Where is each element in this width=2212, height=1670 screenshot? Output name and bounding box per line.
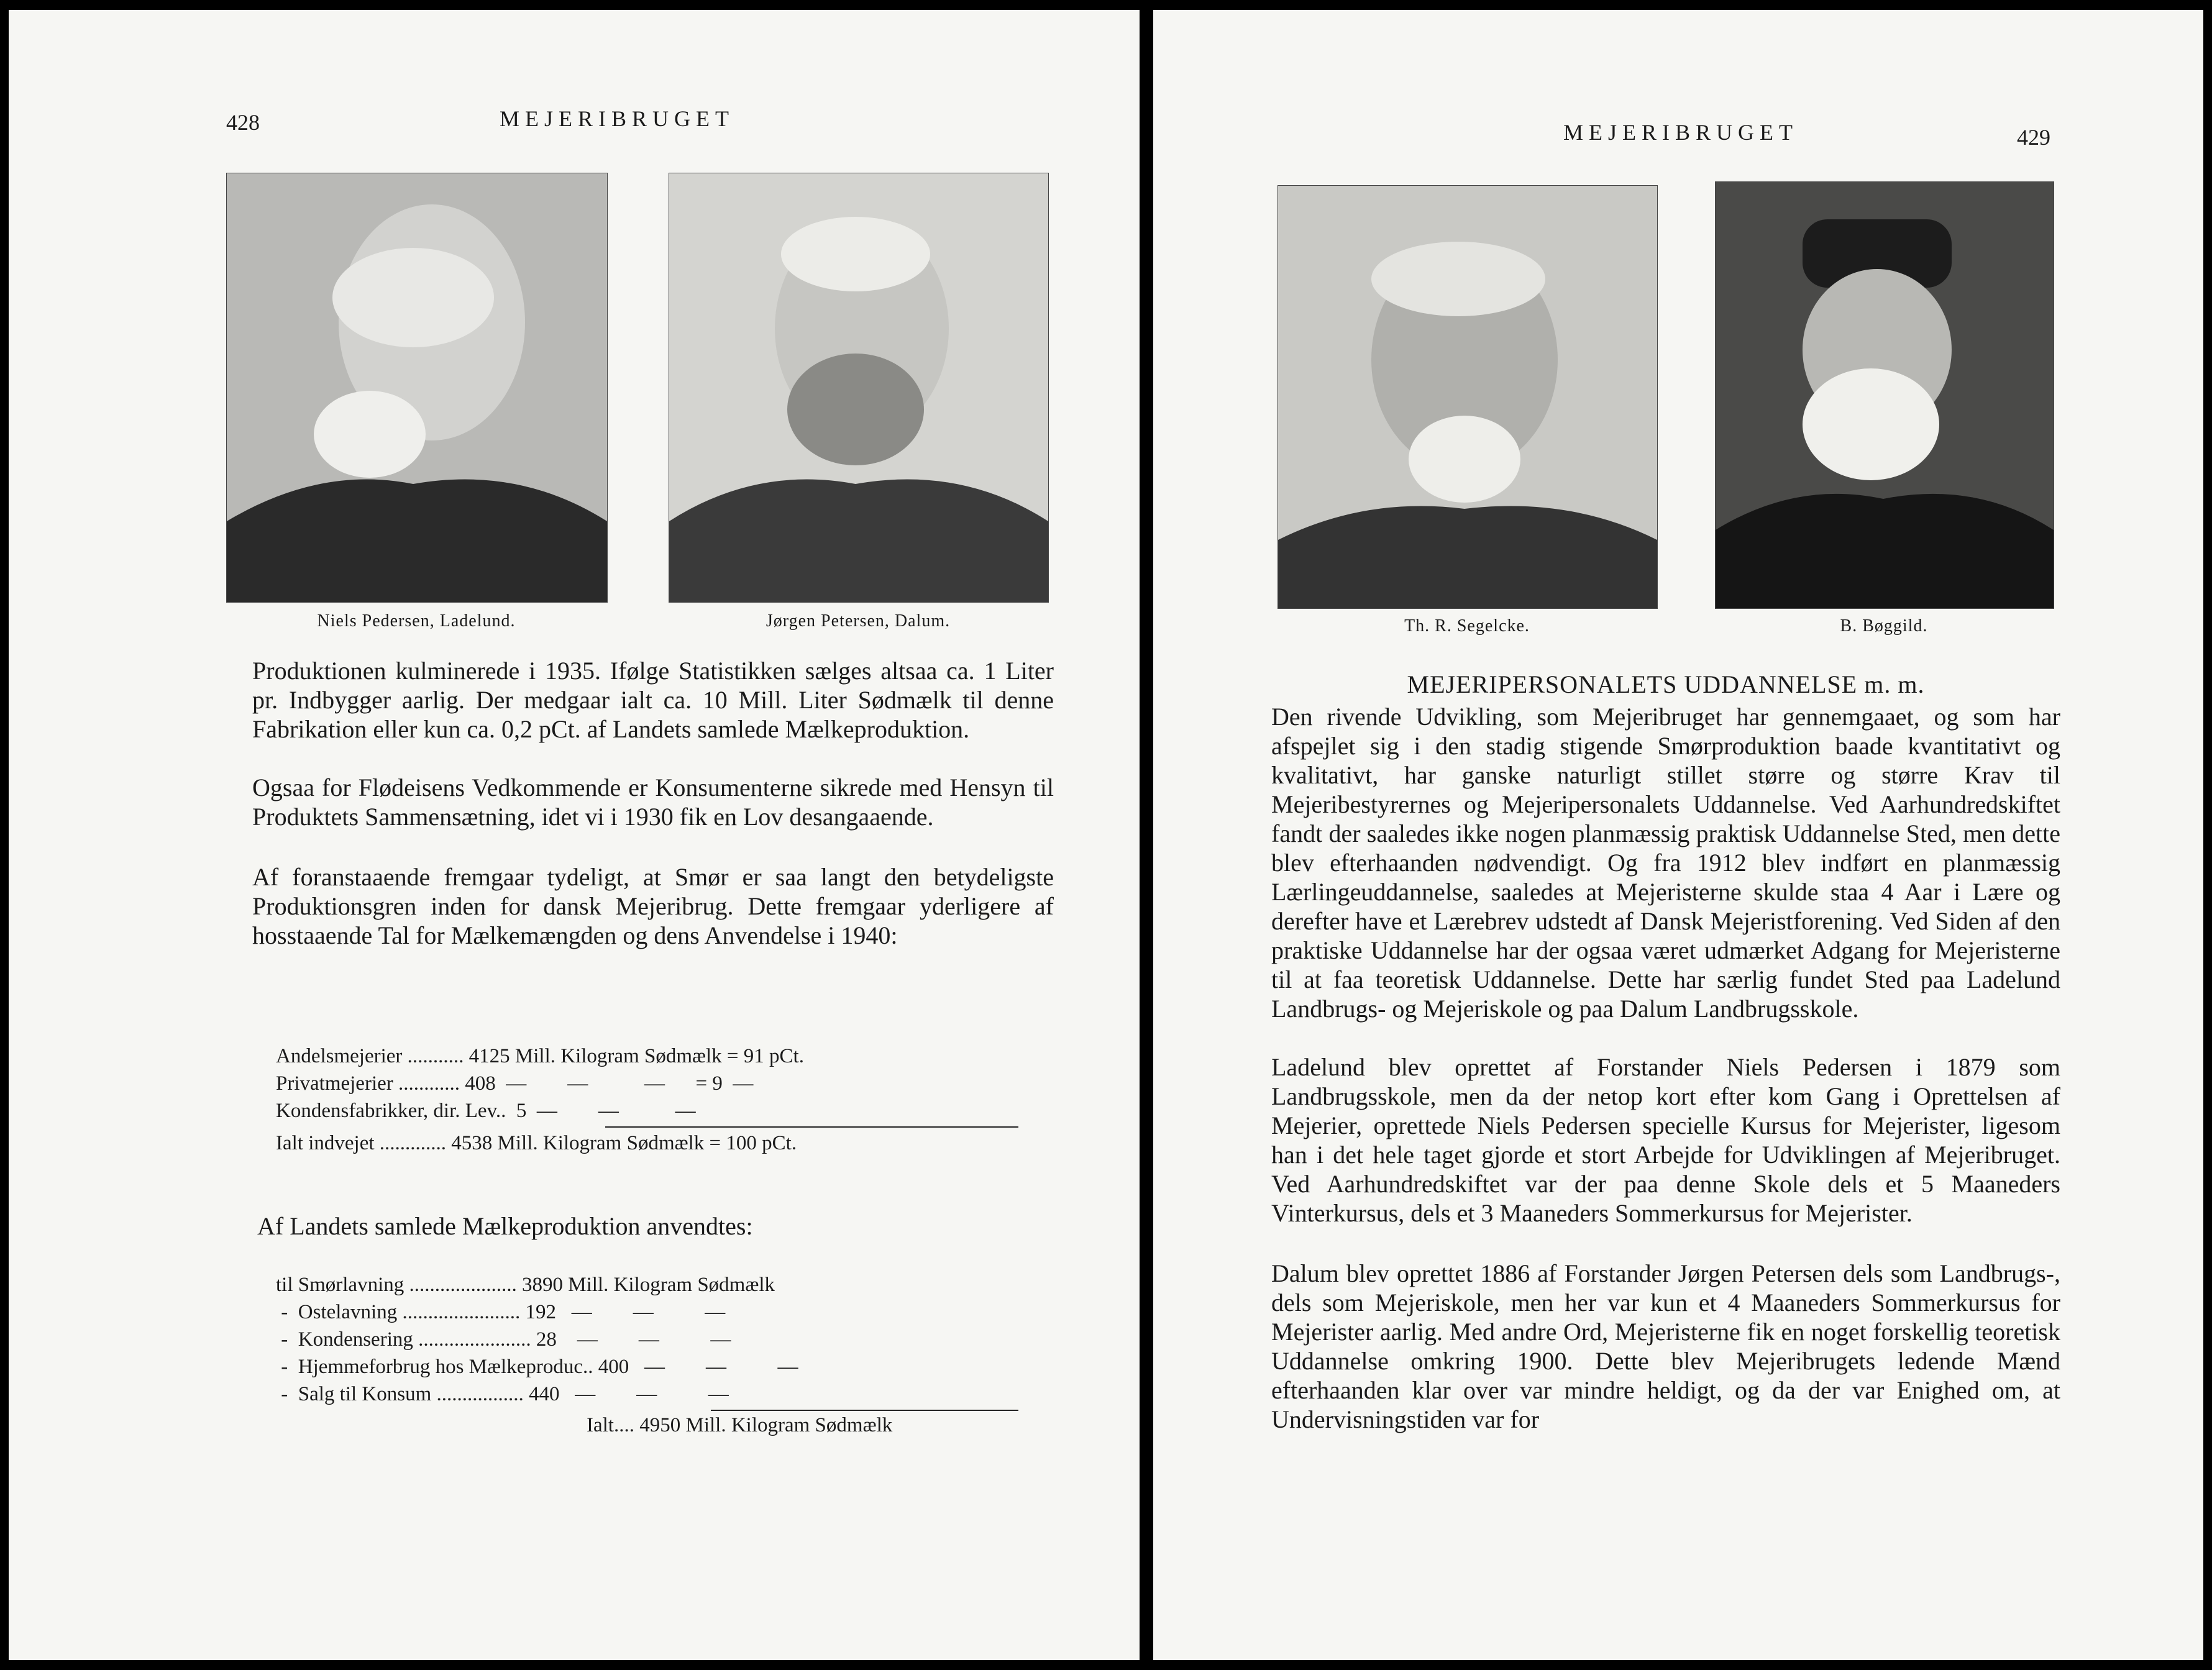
portrait-photo-boggild <box>1715 181 2054 609</box>
body-paragraph: Ladelund blev oprettet af Forstander Niels Pedersen i 1879 som Landbrugsskole, men da der netop kort efter kom Gang i Oprettelsen af Mejerier, oprettede Niels Pedersen specielle Kursus for Mejerister, ligesom han i det hele taget gjorde et stort Arbejde for Udviklingen af Mejeribruget. Ved Aarhundredskiftet var der paa denne Skole dels et 5 Maaneders Vinterkursus, dels et 3 Maaneders Sommerkursus for Mejerister. <box>1271 1053 2060 1227</box>
running-head: MEJERIBRUGET <box>1563 120 1798 145</box>
body-paragraph: Dalum blev oprettet 1886 af Forstander Jørgen Petersen dels som Landbrugs-, dels som Mejeriskole, men her var kun et 4 Maaneders Sommerkursus for Mejerister aarlig. Med andre Ord, Mejeristerne fik en noget forskellig teoretisk Uddannelse omkring 1900. Dette blev Mejeribrugets ledende Mænd efterhaanden klar over var mindre heldigt, og da der var Enighed om, at Undervisningstiden var for <box>1271 1259 2060 1433</box>
portrait-photo-niels-pedersen <box>226 173 608 603</box>
page-number: 429 <box>2017 125 2050 150</box>
photo-caption: B. Bøggild. <box>1840 616 1928 636</box>
portrait-photo-segelcke <box>1277 185 1658 609</box>
right-page <box>1153 10 2203 1660</box>
sum-rule <box>711 1410 1018 1411</box>
body-paragraph: Af foranstaaende fremgaar tydeligt, at Smør er saa langt den betydeligste Produktionsgren inden for dansk Mejeribrug. Dette fremgaar yderligere af hosstaaende Tal for Mælkemængden og dens Anvendelse i 1940: <box>252 863 1054 949</box>
sum-rule <box>605 1126 1018 1128</box>
photo-caption: Niels Pedersen, Ladelund. <box>317 611 516 631</box>
subheading: Af Landets samlede Mælkeproduktion anvendtes: <box>257 1212 753 1240</box>
left-page <box>9 10 1140 1660</box>
photo-caption: Th. R. Segelcke. <box>1404 616 1530 636</box>
stat-row: - Ostelavning ....................... 192 — — — <box>276 1301 726 1323</box>
body-paragraph: Ogsaa for Flødeisens Vedkommende er Konsumenterne sikrede med Hensyn til Produktets Sammensætning, idet vi i 1930 fik en Lov desangaaende. <box>252 773 1054 831</box>
photo-caption: Jørgen Petersen, Dalum. <box>766 611 951 631</box>
stat-row: Kondensfabrikker, dir. Lev.. 5 — — — <box>276 1100 696 1122</box>
body-paragraph: Produktionen kulminerede i 1935. Ifølge Statistikken sælges altsaa ca. 1 Liter pr. Indbygger aarlig. Der medgaar ialt ca. 10 Mill. Liter Sødmælk til denne Fabrikation eller kun ca. 0,2 pCt. af Landets samlede Mælkeproduktion. <box>252 657 1054 743</box>
stat-row: - Kondensering ...................... 28 — — — <box>276 1328 731 1351</box>
running-head: MEJERIBRUGET <box>500 106 734 131</box>
page-number: 428 <box>226 110 260 135</box>
portrait-photo-jorgen-petersen <box>669 173 1049 603</box>
section-title: MEJERIPERSONALETS UDDANNELSE m. m. <box>1407 670 1925 698</box>
body-paragraph: Den rivende Udvikling, som Mejeribruget har gennemgaaet, og som har afspejlet sig i den stadig stigende Smørproduktion baade kvantitativt og kvalitativt, har ganske naturligt stillet større og større Krav til Mejeribestyrernes og Mejeripersonalets Uddannelse. Ved Aarhundredskiftet fandt der saaledes ikke nogen planmæssig praktisk Uddannelse Sted, men dette blev efterhaanden nødvendigt. Og fra 1912 blev indført en planmæssig Lærlingeuddannelse, saaledes at Mejeristerne skulde staa 4 Aar i Lære og derefter have et Lærebrev udstedt af Dansk Mejeristforening. Ved Siden af den praktiske Uddannelse har der ogsaa været udmærket Adgang for Mejeristerne til at faa teoretisk Uddannelse. Dette har særlig fundet Sted paa Ladelund Landbrugs- og Mejeriskole og paa Dalum Landbrugsskole. <box>1271 703 2060 1023</box>
stat-total-row: Ialt indvejet ............. 4538 Mill. Kilogram Sødmælk = 100 pCt. <box>276 1132 797 1154</box>
stat-row: - Salg til Konsum ................. 440 — — — <box>276 1383 729 1405</box>
stat-row: Privatmejerier ............ 408 — — — = 9 — <box>276 1072 754 1095</box>
stat-row: Andelsmejerier ........... 4125 Mill. Kilogram Sødmælk = 91 pCt. <box>276 1045 804 1067</box>
stat-row: - Hjemmeforbrug hos Mælkeproduc.. 400 — — — <box>276 1356 798 1378</box>
stat-total-row: Ialt.... 4950 Mill. Kilogram Sødmælk <box>587 1414 893 1436</box>
stat-row: til Smørlavning ..................... 3890 Mill. Kilogram Sødmælk <box>276 1274 775 1296</box>
